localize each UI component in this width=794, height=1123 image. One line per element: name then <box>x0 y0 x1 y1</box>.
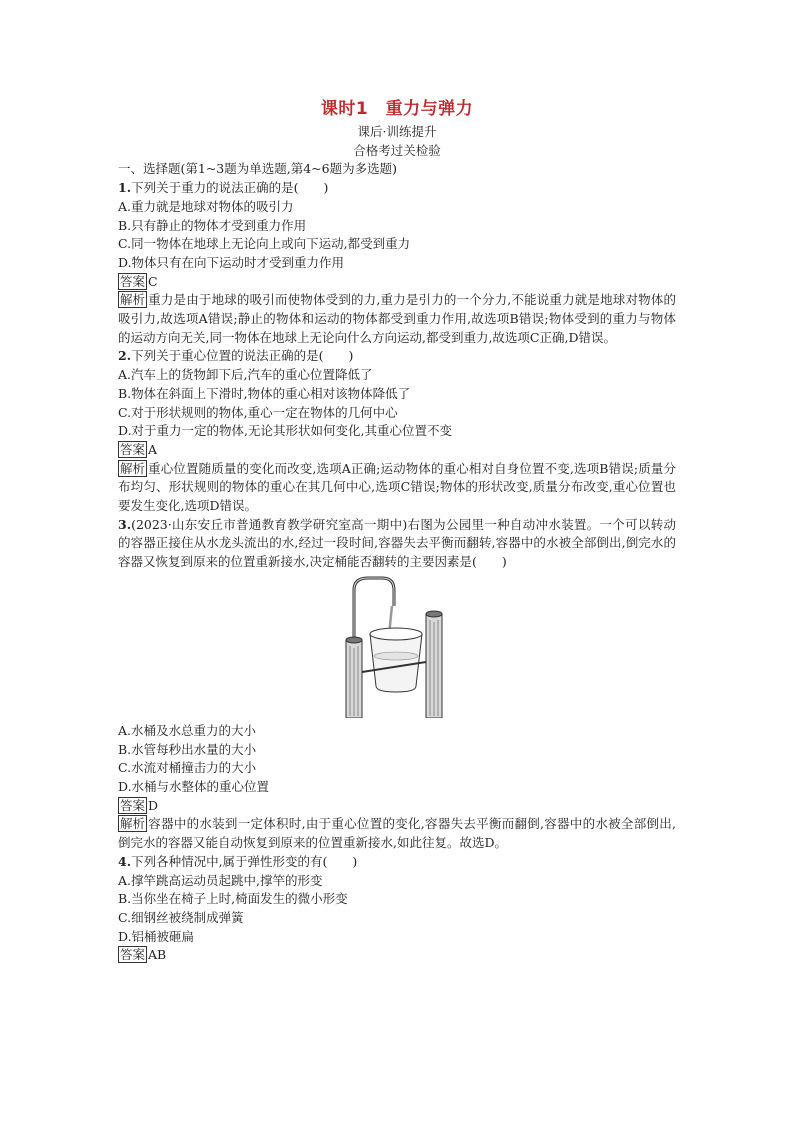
option-b: B.当你坐在椅子上时,椅面发生的微小形变 <box>118 891 348 907</box>
option-d: D.铝桶被砸扁 <box>118 928 195 944</box>
analysis-row <box>118 815 676 852</box>
section-level: 合格考过关检验 <box>353 142 441 158</box>
question-number: 2. <box>118 348 132 364</box>
analysis-text: 重力是由于地球的吸引而使物体受到的力,重力是引力的一个分力,不能说重力就是地球对物体的吸引力,故选项A错误;静止的物体和运动的物体都受到重力作用,故选项B错误;物体受到的重力与物体的运动方向无关,同一物体在地球上无论向什么方向运动,都受到重力,故选项C正确,D错误。 <box>118 292 676 345</box>
option-b: B.水管每秒出水量的大小 <box>118 741 257 757</box>
analysis-text: 容器中的水装到一定体积时,由于重心位置的变化,容器失去平衡而翻倒,容器中的水被全部倒出,倒完水的容器又能自动恢复到原来的位置重新接水,如此往复。故选D。 <box>118 816 676 851</box>
answer-tag: 答案 <box>120 947 146 963</box>
answer-value: D <box>148 797 159 813</box>
answer-row <box>118 797 676 816</box>
question-3 <box>118 516 676 853</box>
answer-tag: 答案 <box>120 273 146 289</box>
question-2 <box>118 347 676 515</box>
answer-tag: 答案 <box>120 797 146 813</box>
answer-row <box>118 441 676 460</box>
option-c: C.对于形状规则的物体,重心一定在物体的几何中心 <box>118 404 398 420</box>
answer-value: A <box>148 441 158 457</box>
option-b: B.只有静止的物体才受到重力作用 <box>118 217 307 233</box>
question-number: 1. <box>118 180 132 196</box>
answer-row <box>118 946 676 965</box>
option-d: D.物体只有在向下运动时才受到重力作用 <box>118 254 345 270</box>
answer-value: AB <box>148 947 167 963</box>
analysis-tag: 解析 <box>120 460 146 476</box>
worksheet-page <box>118 97 676 965</box>
question-1 <box>118 179 676 347</box>
analysis-text: 重心位置随质量的变化而改变,选项A正确;运动物体的重心相对自身位置不变,选项B错误;质量分布均匀、形状规则的物体的重心在其几何中心,选项C错误;物体的形状改变,质量分布改变,重心位置也要发生变化,选项D错误。 <box>118 460 676 514</box>
option-b: B.物体在斜面上下滑时,物体的重心相对该物体降低了 <box>118 385 411 401</box>
option-a: A.水桶及水总重力的大小 <box>118 722 257 738</box>
answer-tag: 答案 <box>120 441 146 457</box>
answer-value: C <box>148 273 158 289</box>
question-number: 3. <box>118 516 132 532</box>
option-c: C.同一物体在地球上无论向上或向下运动,都受到重力 <box>118 236 411 252</box>
option-d: D.对于重力一定的物体,无论其形状如何变化,其重心位置不变 <box>118 423 452 439</box>
option-c: C.水流对桶撞击力的大小 <box>118 760 257 776</box>
option-a: A.汽车上的货物卸下后,汽车的重心位置降低了 <box>118 367 373 383</box>
tipping-bucket-illustration <box>342 576 452 718</box>
option-c: C.细钢丝被绕制成弹簧 <box>118 909 244 925</box>
question-number: 4. <box>118 853 132 869</box>
analysis-tag: 解析 <box>120 816 146 832</box>
option-d: D.水桶与水整体的重心位置 <box>118 778 270 794</box>
question-stem: 1.下列关于重力的说法正确的是( ) <box>118 180 329 196</box>
lesson-subtitle: 课后·训练提升 <box>357 124 437 139</box>
lesson-title: 课时1 重力与弹力 <box>320 99 474 119</box>
analysis-row <box>118 291 676 347</box>
analysis-tag: 解析 <box>120 292 146 308</box>
question-stem: 2.下列关于重心位置的说法正确的是( ) <box>118 348 354 364</box>
tipping-bucket-figure <box>118 572 676 722</box>
option-a: A.重力就是地球对物体的吸引力 <box>118 198 294 214</box>
option-a: A.撑竿跳高运动员起跳中,撑竿的形变 <box>118 872 323 888</box>
question-4 <box>118 853 676 965</box>
question-stem: 3.(2023·山东安丘市普通教育教学研究室高一期中)右图为公园里一种自动冲水装置。一个可以转动的容器正接住从水龙头流出的水,经过一段时间,容器失去平衡而翻转,容器中的水被全部倒出,倒完水的容器又恢复到原来的位置重新接水,决定桶能否翻转的主要因素是( ) <box>118 516 676 570</box>
question-stem: 4.下列各种情况中,属于弹性形变的有( ) <box>118 853 358 869</box>
section-heading: 一、选择题(第1~3题为单选题,第4~6题为多选题) <box>118 161 397 177</box>
analysis-row <box>118 460 676 516</box>
answer-row <box>118 273 676 292</box>
